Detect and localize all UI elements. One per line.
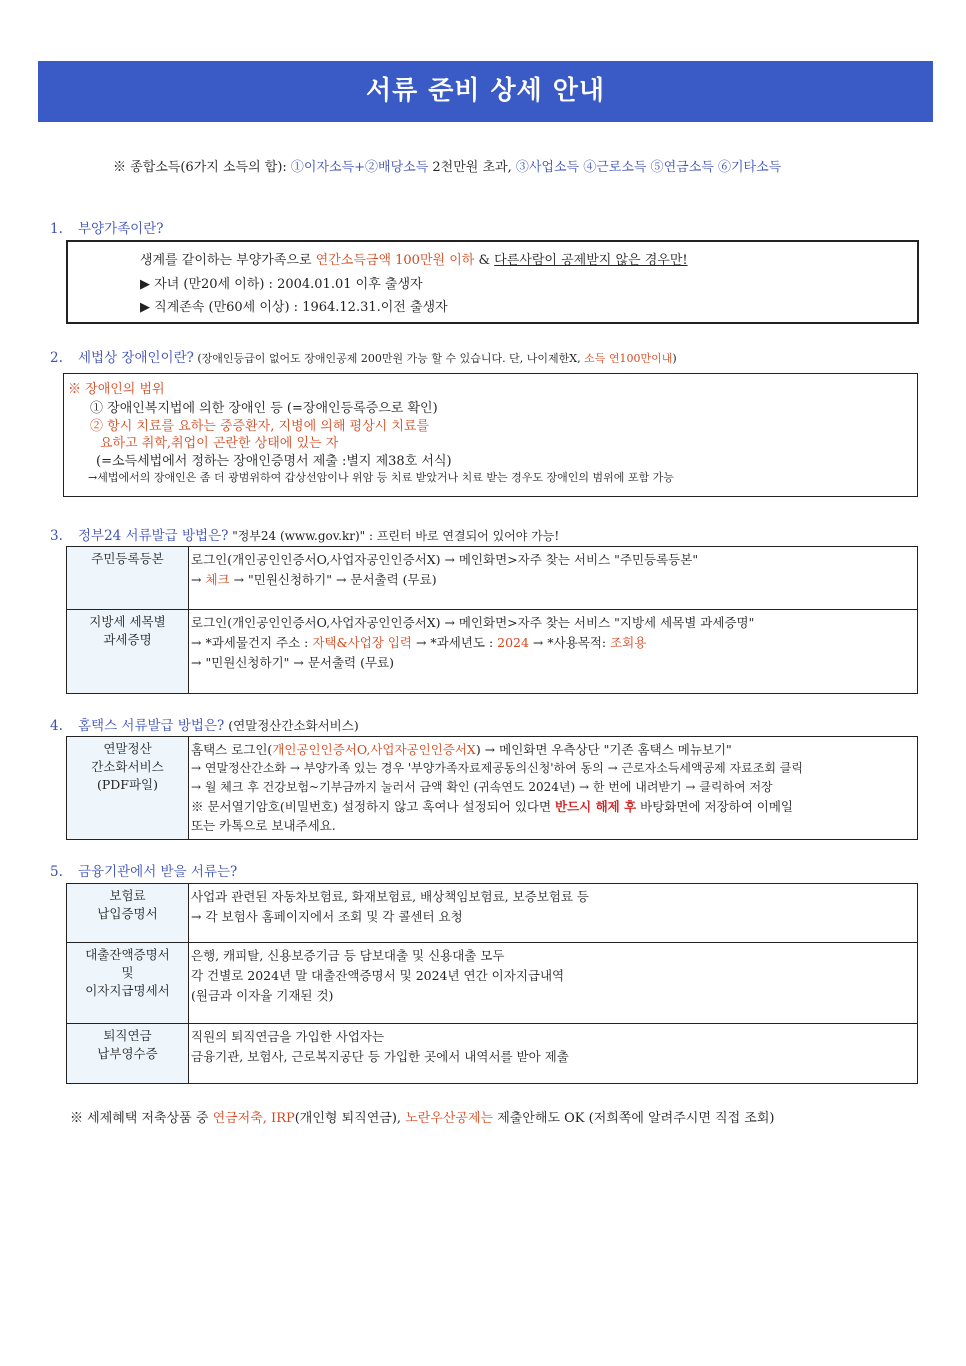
label-text: 대출잔액증명서 xyxy=(85,947,170,962)
section3-subtitle: "정부24 (www.gov.kr)" : 프린터 바로 연결되어 있어야 가능! xyxy=(228,529,560,543)
label-text: 과세증명 xyxy=(103,632,152,647)
intro-note xyxy=(113,156,781,175)
section2-number: 2. xyxy=(50,350,63,366)
label-text: 및 xyxy=(121,965,134,980)
content-line: 사업과 관련된 자동차보험료, 화재보험료, 배상책임보험료, 보증보험료 등 xyxy=(191,889,590,904)
section1-number: 1. xyxy=(50,221,63,237)
intro-note-highlight2: ③사업소득 ④근로소득 ⑤연금소득 ⑥기타소득 xyxy=(515,160,782,175)
section2-item2b: 요하고 취학,취업이 곤란한 상태에 있는 자 xyxy=(100,436,339,451)
section1-title-text: 부양가족이란? xyxy=(78,221,164,237)
label-text: 납부영수증 xyxy=(97,1046,158,1061)
row-content xyxy=(189,547,918,610)
section2-heading: ※ 장애인의 범위 xyxy=(68,382,165,397)
section3-title-text: 정부24 서류발급 방법은? xyxy=(78,528,229,544)
section1-line1-amp: & xyxy=(474,253,495,268)
content-line: → "민원신청하기" → 문서출력 (무료) xyxy=(191,655,394,670)
content-part: → *과세물건지 주소 : xyxy=(191,635,313,650)
section2-subtitle-b: 소득 연100만이내 xyxy=(584,352,673,365)
row-label xyxy=(67,884,189,943)
section4-number: 4. xyxy=(50,718,63,734)
label-text: 간소화서비스 xyxy=(91,759,164,774)
section4-title-text: 홈택스 서류발급 방법은? xyxy=(78,718,225,734)
label-text: 이자지급명세서 xyxy=(85,983,170,998)
content-highlight: 자택&사업장 입력 xyxy=(312,635,412,650)
section2-item2a: ② 항시 치료를 요하는 중증환자, 지병에 의해 평상시 치료를 xyxy=(90,419,430,434)
row-content xyxy=(189,884,918,943)
footer-note-b: 연금저축, IRP xyxy=(212,1111,295,1126)
intro-note-middle: 2천만원 초과, xyxy=(428,160,516,175)
content-highlight: 개인공인인증서O,사업자공인인증서X xyxy=(272,742,476,757)
content-highlight: 반드시 해제 후 xyxy=(555,799,637,814)
row-label xyxy=(67,547,189,610)
section2-title xyxy=(50,346,677,366)
table-row xyxy=(67,1024,918,1084)
table-row xyxy=(67,943,918,1024)
content-line: → 연말정산간소화 → 부양가족 있는 경우 '부양가족자료제공동의신청'하여 동의 → 근로자소득세액공제 자료조회 클릭 xyxy=(191,761,803,775)
row-label xyxy=(67,943,189,1024)
label-text: 퇴직연금 xyxy=(103,1028,152,1043)
section4-subtitle: (연말정산간소화서비스) xyxy=(224,718,359,733)
section5-title-text: 금융기관에서 받을 서류는? xyxy=(78,864,238,880)
section2-item4: →세법에서의 장애인은 좀 더 광범위하여 갑상선암이나 위암 등 치료 받았거나 치료 받는 경우도 장애인의 범위에 포함 가능 xyxy=(88,471,674,484)
table-row xyxy=(67,737,918,840)
content-line: 직원의 퇴직연금을 가입한 사업자는 xyxy=(191,1029,385,1044)
footer-note-a: ※ 세제혜택 저축상품 중 xyxy=(70,1111,213,1126)
content-part: ) → 메인화면 우측상단 "기존 홈택스 메뉴보기" xyxy=(475,742,732,757)
content-line xyxy=(191,570,915,590)
section1-line1 xyxy=(140,249,688,268)
section1-title xyxy=(50,217,163,237)
row-label xyxy=(67,737,189,840)
content-line: 각 건별로 2024년 말 대출잔액증명서 및 2024년 연간 이자지급내역 xyxy=(191,968,565,983)
section5-number: 5. xyxy=(50,864,63,880)
content-line xyxy=(191,633,915,653)
content-line: → 각 보험사 홈페이지에서 조회 및 각 콜센터 요청 xyxy=(191,909,463,924)
row-label xyxy=(67,1024,189,1084)
content-part: ※ 문서열기암호(비밀번호) 설정하지 않고 혹여나 설정되어 있다면 xyxy=(191,799,556,814)
table-row xyxy=(67,884,918,943)
section1-line1-a: 생계를 같이하는 부양가족으로 xyxy=(140,253,316,268)
content-line: 로그인(개인공인인증서O,사업자공인인증서X) → 메인화면>자주 찾는 서비스 "지방세 세목별 과세증명" xyxy=(191,615,755,630)
page-title-banner: 서류 준비 상세 안내 xyxy=(38,61,933,122)
content-line: 로그인(개인공인인증서O,사업자공인인증서X) → 메인화면>자주 찾는 서비스 "주민등록등본" xyxy=(191,552,699,567)
section1-line2: ▶ 자녀 (만20세 이하) : 2004.01.01 이후 출생자 xyxy=(140,277,423,292)
label-text: 보험료 xyxy=(109,888,146,903)
footer-note xyxy=(70,1107,774,1126)
footer-note-c: (개인형 퇴직연금), xyxy=(294,1111,406,1126)
content-part: → *사용목적: xyxy=(528,635,611,650)
content-line: 금융기관, 보험사, 근로복지공단 등 가입한 곳에서 내역서를 받아 제출 xyxy=(191,1049,569,1064)
section1-line1-income: 연간소득금액 100만원 이하 xyxy=(315,253,475,268)
content-highlight: 조회용 xyxy=(610,635,647,650)
label-text: 납입증명서 xyxy=(97,906,158,921)
section2-title-text: 세법상 장애인이란? xyxy=(78,350,194,366)
content-line: → 월 체크 후 건강보험~기부금까지 눌러서 금액 확인 (귀속연도 2024년) → 한 번에 내려받기 → 클릭하여 저장 xyxy=(191,780,773,794)
content-part: 바탕화면에 저장하여 이메일 xyxy=(636,799,794,814)
section2-item1: ① 장애인복지법에 의한 장애인 등 (=장애인등록증으로 확인) xyxy=(90,401,438,416)
footer-note-d: 노란우산공제는 xyxy=(405,1111,494,1126)
row-content xyxy=(189,737,918,840)
section2-item3: (=소득세법에서 정하는 장애인증명서 제출 :별지 제38호 서식) xyxy=(96,454,452,469)
section2-subtitle-c: ) xyxy=(672,352,677,365)
section1-box xyxy=(66,240,919,324)
content-line: 또는 카톡으로 보내주세요. xyxy=(191,818,336,833)
row-content xyxy=(189,943,918,1024)
content-line: (원금과 이자율 기재된 것) xyxy=(191,988,334,1003)
content-line xyxy=(191,797,915,816)
section1-line3: ▶ 직계존속 (만60세 이상) : 1964.12.31.이전 출생자 xyxy=(140,300,448,315)
content-line xyxy=(191,740,915,759)
section2-box xyxy=(63,373,918,497)
section3-number: 3. xyxy=(50,528,63,544)
row-content xyxy=(189,1024,918,1084)
content-highlight: 2024 xyxy=(497,635,529,650)
content-part: 홈택스 로그인( xyxy=(191,742,273,757)
intro-note-highlight1: ①이자소득+②배당소득 xyxy=(290,160,429,175)
section5-table xyxy=(66,883,918,1084)
section4-title xyxy=(50,714,359,734)
content-line: 은행, 캐피탈, 신용보증기금 등 담보대출 및 신용대출 모두 xyxy=(191,948,505,963)
intro-note-prefix: ※ 종합소득(6가지 소득의 합): xyxy=(113,160,291,175)
table-row xyxy=(67,610,918,694)
section3-table xyxy=(66,546,918,694)
section4-table xyxy=(66,736,918,840)
content-part: → *과세년도 : xyxy=(412,635,498,650)
section2-subtitle-a: (장애인등급이 없어도 장애인공제 200만원 가능 할 수 있습니다. 단, 나이제한X, xyxy=(193,352,585,365)
label-text: 연말정산 xyxy=(103,741,152,756)
content-part: → xyxy=(191,572,206,587)
section3-title xyxy=(50,524,559,544)
content-highlight: 체크 xyxy=(205,572,230,587)
content-part: → "민원신청하기" → 문서출력 (무료) xyxy=(229,572,437,587)
footer-note-e: 제출안해도 OK (저희쪽에 알려주시면 직접 조회) xyxy=(493,1111,775,1126)
row-label xyxy=(67,610,189,694)
section1-line1-condition: 다른사람이 공제받지 않은 경우만! xyxy=(494,253,688,268)
label-text: (PDF파일) xyxy=(96,777,158,792)
label-text: 주민등록등본 xyxy=(91,551,164,566)
row-content xyxy=(189,610,918,694)
table-row xyxy=(67,547,918,610)
label-text: 지방세 세목별 xyxy=(89,614,166,629)
section5-title xyxy=(50,860,237,880)
